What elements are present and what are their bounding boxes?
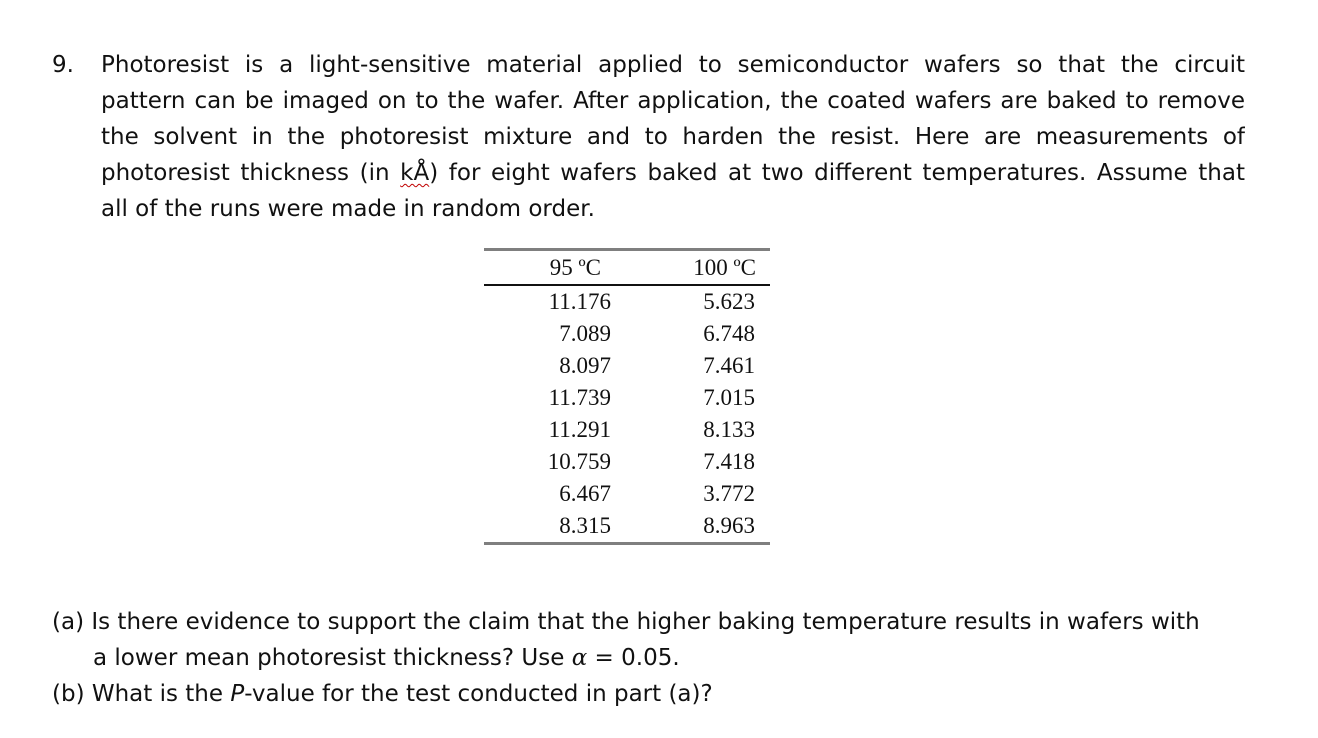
cell-95c: 8.315 (559, 513, 611, 538)
intro-line-4-post: ) for eight wafers baked at two different temperatures. Assume that (429, 160, 1245, 186)
intro-line-1: Photoresist is a light-sensitive material applied to semiconductor wafers so that the circuit (101, 52, 1245, 78)
intro-line-4 (101, 155, 1245, 191)
table-header-row (484, 250, 770, 286)
part-a-text-1: Is there evidence to support the claim that the higher baking temperature results in wafers with (91, 609, 1200, 635)
cell-100c: 7.461 (703, 353, 755, 378)
unit-kA: kÅ (400, 160, 430, 186)
question-parts (52, 604, 1252, 712)
cell-95c: 7.089 (559, 321, 611, 346)
part-a-label: (a) (52, 609, 85, 635)
table-row (484, 446, 770, 478)
cell-95c: 11.291 (548, 417, 611, 442)
cell-95c: 8.097 (559, 353, 611, 378)
table-row (484, 414, 770, 446)
table-row (484, 318, 770, 350)
cell-100c: 8.963 (703, 513, 755, 538)
part-a-line-1 (52, 604, 1252, 640)
table-row (484, 285, 770, 318)
alpha-symbol: α (571, 645, 588, 671)
part-a-text-2-pre: a lower mean photoresist thickness? Use (93, 645, 572, 671)
intro-line-3: the solvent in the photoresist mixture and to harden the resist. Here are measurements of (101, 124, 1245, 150)
cell-95c: 10.759 (547, 449, 611, 474)
thickness-table (484, 248, 770, 545)
p-symbol: P (230, 681, 245, 707)
intro-line-2: pattern can be imaged on to the wafer. After application, the coated wafers are baked to remove (101, 88, 1245, 114)
part-b-label: (b) (52, 681, 85, 707)
cell-100c: 8.133 (703, 417, 755, 442)
cell-95c: 6.467 (559, 481, 611, 506)
intro-line-4-pre: photoresist thickness (in (101, 160, 401, 186)
part-a-line-2 (52, 640, 1252, 676)
table-row (484, 510, 770, 544)
header-95c: 95 ºC (549, 254, 601, 280)
table-row (484, 382, 770, 414)
cell-100c: 7.015 (703, 385, 755, 410)
part-a-text-2-post: = 0.05. (587, 645, 680, 671)
cell-95c: 11.176 (548, 289, 611, 314)
cell-100c: 6.748 (703, 321, 755, 346)
question-number: 9. (52, 52, 74, 78)
cell-100c: 3.772 (703, 481, 755, 506)
intro-line-5: all of the runs were made in random order. (101, 196, 595, 222)
table-row (484, 478, 770, 510)
header-100c: 100 ºC (693, 254, 756, 280)
cell-95c: 11.739 (548, 385, 611, 410)
cell-100c: 7.418 (703, 449, 755, 474)
part-b-text-pre: What is the (91, 681, 231, 707)
table-row (484, 350, 770, 382)
part-b-line (52, 676, 1252, 712)
part-b-text-post: -value for the test conducted in part (a)? (244, 681, 713, 707)
cell-100c: 5.623 (703, 289, 755, 314)
